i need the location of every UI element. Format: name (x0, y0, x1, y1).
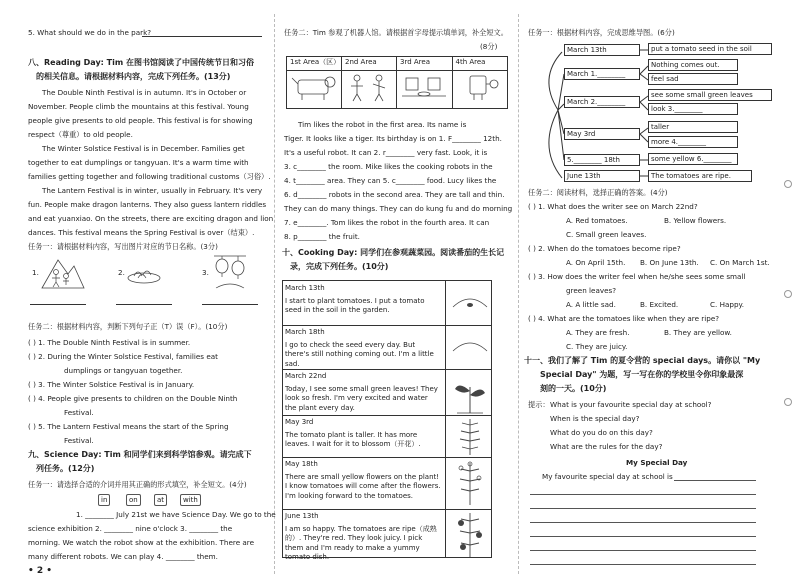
mindmap-left: March 2.________ (564, 96, 640, 108)
section-11-title: 十一、我们了解了 Tim 的夏令营的 special days。请你以 "My (524, 356, 761, 365)
task-10-1-instruction: 任务一：根据材料内容，完成思维导图。(6分) (528, 28, 675, 37)
diary-text: I start to plant tomatoes. I put a tomato seed in the soil in the garden. (285, 297, 425, 315)
tiger-robot-image (287, 71, 342, 109)
diary-text: I am so happy. The tomatoes are ripe（成熟的）. They're red. They look juicy. I pick them and I'm ready to make a yummy tomato dish. (285, 525, 437, 561)
column-divider (518, 14, 519, 574)
writing-line[interactable] (530, 564, 756, 565)
task-10-2-instruction: 任务二：阅读材料，选择正确的答案。(4分) (528, 188, 668, 197)
writing-line[interactable] (530, 522, 756, 523)
diary-text: The tomato plant is taller. It has more leaves. I wait for it to blossom（开花）. (285, 431, 421, 449)
section-10-title: 十、Cooking Day: 同学们在参观蔬菜园。阅读番茄的生长记 (282, 248, 505, 257)
tf-item: ( ) 1. The Double Ninth Festival is in summer. (28, 338, 191, 347)
mindmap-left: June 13th (564, 170, 640, 182)
binding-hole-icon (784, 180, 792, 188)
tf-item: ( ) 5. The Lantern Festival means the start of the Spring (28, 422, 229, 431)
question-5: 5. What should we do in the park? (28, 28, 152, 37)
mindmap-left: March 1.________ (564, 68, 640, 80)
diary-date: March 22nd (285, 372, 327, 380)
area-2-label: 2nd Area (342, 57, 397, 71)
fruit-robot-image (452, 71, 508, 109)
task-1-instruction: 任务一：请根据材料内容，写出图片对应的节日名称。(3分) (28, 242, 218, 251)
robot-areas-table (286, 56, 508, 109)
diary-date: May 3rd (285, 418, 314, 426)
mindmap-right: look 3.________ (648, 103, 738, 115)
diary-date: March 13th (285, 284, 325, 292)
diary-date: June 13th (285, 512, 319, 520)
answer-line (202, 304, 258, 305)
mindmap-right: put a tomato seed in the soil (648, 43, 772, 55)
writing-line[interactable] (674, 480, 756, 481)
seed-in-soil-icon (451, 289, 489, 319)
writing-line[interactable] (530, 494, 756, 495)
column-middle: 任务二：Tim 参观了机器人馆。请根据首字母提示填单词，补全短文。 (8分) 1st Area（区） 2nd Area 3rd Area 4th Area Tim likes the robot in the first area. Its name is Tiger. It looks like a tiger. Its birthday is on 1. F________ 12th. It's a useful robot. It can 2. r________ very fast. Look, it is 3. c________ the room. Mike likes the cooking robots in the 4. t________ area. They can 5. c________ food. Lucy likes the 6. d________ robots in the second area. They are tall and thin. They can do many things. They can do kung fu and do morning 7. e________. Tom likes the robot in the fourth area. It can 8. p________ the fruit. 十、Cooking Day: 同学们在参观蔬菜园。阅读番茄的生长记 录，完成下列任务。(10分) March 13th I start to plant tomatoes. I put a tomato seed in the soil in the garden. March 18th I go to check the seed every day. But there's still nothing coming out. I'm a little sad. March 22nd Today, I see some small green leaves! They look so fresh. I'm very excited and water the plant every day. May 3rd The tomato plant is taller. It has more leaves. I wait for it to blossom（开花）. May 18th There are small yellow flowers on the plant! I know tomatoes will come after the flowers. I'm looking forward to the tomatoes. June 13th I am so happy. The tomatoes are ripe（成熟的）. They're red. They look juicy. I pick them and I'm ready to make a yummy tomato dish. (282, 28, 513, 561)
flowering-plant-icon (455, 461, 485, 505)
writing-line[interactable] (530, 550, 756, 551)
score-label: (8分) (480, 42, 498, 51)
area-1-label: 1st Area（区） (287, 57, 342, 71)
diary-text: I go to check the seed every day. But there's still nothing coming out. I'm a little sad. (285, 341, 434, 368)
section-11-title-3: 刻的一天。(10分) (540, 384, 607, 393)
essay-title: My Special Day (626, 458, 688, 467)
writing-line[interactable] (530, 508, 756, 509)
column-right: 任务一：根据材料内容，完成思维导图。(6分) March 13th March 1.________ March 2.________ May 3rd 5.________ 18th June 13th put a tomato seed in the soil Nothing comes out. feel sad see some small green leaves look 3.________ taller more 4.________ some yellow 6.________ The tomatoes are ripe. 任务二：阅读材料，选择正确的答案。(4分) ( ) 1. What does the writer see on March 22nd? A. Red tomatoes. B. Yellow flowers. C. Small green leaves. ( ) 2. When do the tomatoes become ripe? A. On April 15th. B. On June 13th. C. On March 1st. ( ) 3. How does the writer feel when he/she sees some small green leaves? A. A little sad. B. Excited. C. Happy. ( ) 4. What are the tomatoes like when they are ripe? A. They are fresh. B. They are yellow. C. They are juicy. 十一、我们了解了 Tim 的夏令营的 special days。请你以 "My Special Day" 为题，写一写在你的学校里令你印象最深 刻的一天。(10分) 提示： What is your favourite special day at school? When is the special day? What do you do on this day? What are the rules for the day? My Special Day My favourite special day at school is (524, 0, 774, 588)
diary-text: There are small yellow flowers on the plant! I know tomatoes will come after the flowers. I'm looking forward to the tomatoes. (285, 473, 441, 500)
dumplings-illustration (126, 262, 162, 284)
essay-start: My favourite special day at school is (542, 472, 673, 481)
mindmap-right: Nothing comes out. (648, 59, 738, 71)
tomato-diary-table (282, 280, 492, 561)
area-3-label: 3rd Area (397, 57, 453, 71)
mindmap-right: see some small green leaves (648, 89, 772, 101)
diary-date: March 18th (285, 328, 325, 336)
tf-item: ( ) 3. The Winter Solstice Festival is in January. (28, 380, 195, 389)
writing-line[interactable] (530, 536, 756, 537)
task-9-1-instruction: 任务一：请选择合适的介词并用其正确的形式填空，补全短文。(4分) (28, 480, 247, 489)
mc-question: ( ) 4. What are the tomatoes like when they are ripe? (528, 314, 720, 323)
task-2-instruction: 任务二：根据材料内容，判断下列句子正（T）误（F）。(10分) (28, 322, 228, 331)
diary-text: Today, I see some small green leaves! They look so fresh. I'm very excited and water the plant every day. (285, 385, 438, 412)
area-4-label: 4th Area (452, 57, 508, 71)
empty-soil-icon (451, 333, 489, 363)
seedling-icon (451, 373, 489, 415)
answer-line (142, 36, 262, 37)
mountain-climbing-illustration (40, 256, 84, 290)
tall-plant-icon (455, 417, 485, 455)
mc-question: ( ) 1. What does the writer see on March 22nd? (528, 202, 698, 211)
dancing-robots-image (342, 71, 397, 109)
cooking-robots-image (397, 71, 453, 109)
section-9-title-2: 列任务。(12分) (36, 464, 95, 473)
mindmap-right: some yellow 6.________ (648, 153, 738, 165)
lantern-illustration (210, 254, 250, 290)
diary-date: May 18th (285, 460, 318, 468)
section-10-title-2: 录，完成下列任务。(10分) (290, 262, 389, 271)
task-9-2-instruction: 任务二：Tim 参观了机器人馆。请根据首字母提示填单词，补全短文。 (284, 28, 508, 37)
mindmap-right: more 4.________ (648, 136, 738, 148)
section-8-title: 八、Reading Day: Tim 在图书馆阅读了中国传统节日和习俗 (28, 58, 254, 67)
answer-line (116, 304, 172, 305)
column-left: 5. What should we do in the park? 八、Reading Day: Tim 在图书馆阅读了中国传统节日和习俗 的相关信息。请根据材料内容，完成下列任务。(13分) The Double Ninth Festival is in autumn. It's in October or November. People climb the mountains at this festival. Young people give presents to old people. This festival is for showing respect（尊重）to old people. The Winter Solstice Festival is in December. Families get together to eat dumplings or tangyuan. It's a warm time with families getting together and following traditional customs（习俗）. The Lantern Festival is in winter, usually in February. It's very fun. People make dragon lanterns. They also guess lantern riddles and eat yuanxiao. On the streets, there are exciting dragon and lion dances. This festival means the Spring Festival is over（结束）. 任务一：请根据材料内容，写出图片对应的节日名称。(3分) 1. 2. 3. 任务二：根据材料内容，判断下列句子正（T）误（F）。(10分) ( ) 1. The Double Ninth Festival is in summer. ( ) 2. During the Winter Solstice Festival, families eat dumplings or tangyuan together. ( ) 3. The Winter Solstice Festival is in January. ( ) 4. People give presents to children on the Double Ninth Festival. ( ) 5. The Lantern Festival means the start of the Spring Festival. 九、Science Day: Tim 和同学们来到科学馆参观。请完成下 列任务。(12分) 任务一：请选择合适的介词并用其正确的形式填空，补全短文。(4分) in on at with 1. ________ July 21st we have Science Day. We go to the science exhibition 2. ________ nine o'clock 3. ________ the morning. We watch the robot show at the exhibition. There are many different robots. We can play 4. ________ them. • 2 • (28, 28, 276, 576)
mc-question: ( ) 3. How does the writer feel when he/she sees some small (528, 272, 746, 281)
answer-line (30, 304, 86, 305)
mc-question: ( ) 2. When do the tomatoes become ripe? (528, 244, 681, 253)
mindmap-left: 5.________ 18th (564, 154, 640, 166)
binding-hole-icon (784, 290, 792, 298)
tf-item: ( ) 2. During the Winter Solstice Festival, families eat (28, 352, 218, 361)
mindmap-right: feel sad (648, 73, 738, 85)
section-11-title-2: Special Day" 为题，写一写在你的学校里令你印象最深 (540, 370, 744, 379)
section-9-title: 九、Science Day: Tim 和同学们来到科学馆参观。请完成下 (28, 450, 252, 459)
mindmap-left: May 3rd (564, 128, 640, 140)
tomato-plant-icon (455, 511, 485, 557)
tf-item: ( ) 4. People give presents to children on the Double Ninth (28, 394, 238, 403)
mindmap-right: The tomatoes are ripe. (648, 170, 752, 182)
binding-hole-icon (784, 398, 792, 406)
mindmap-left: March 13th (564, 44, 640, 56)
hints-label: 提示： (528, 400, 550, 409)
mindmap-right: taller (648, 121, 738, 133)
page-number: • 2 • (28, 566, 53, 576)
column-divider (274, 14, 275, 574)
section-8-title-2: 的相关信息。请根据材料内容，完成下列任务。(13分) (36, 72, 231, 81)
